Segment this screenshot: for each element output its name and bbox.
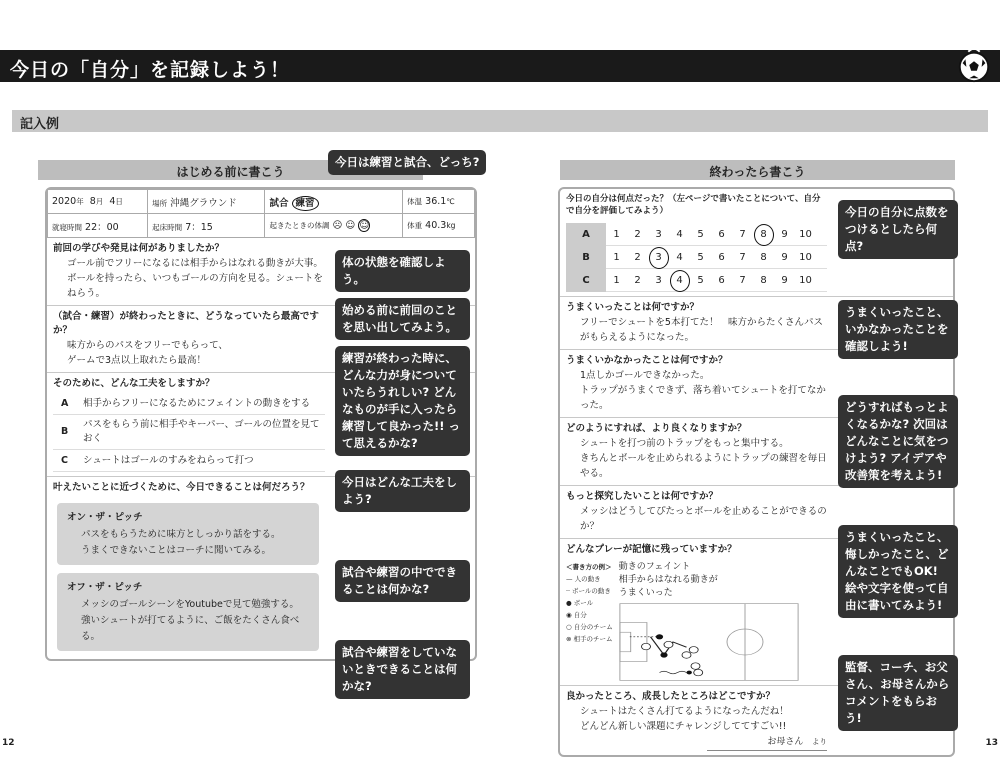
condition-faces-icon[interactable]: ☹ ☺ ☺ — [332, 220, 370, 231]
answer-line: パスをもらうために味方としっかり話をする。 — [81, 529, 281, 540]
sleep-time[interactable]: 22：00 — [85, 221, 119, 233]
score-row — [566, 269, 827, 292]
answer-line: きちんとボールを止められるようにトラップの練習を毎日やる。 — [580, 453, 827, 479]
score-option[interactable]: 2 — [634, 274, 641, 286]
pitch-diagram[interactable] — [619, 603, 799, 681]
callout: 始める前に前回のことを思い出してみよう。 — [335, 298, 470, 340]
author-suffix: より — [812, 737, 827, 746]
legend-item: — 人の動き — [566, 575, 601, 583]
answer-line: シュートはたくさん打てるようになったんだね！ — [580, 706, 789, 717]
legend-item: ◉ 自分 — [566, 611, 587, 619]
legend-title: ＜書き方の例＞ — [566, 563, 612, 571]
legend-item: ⊗ 相手のチーム — [566, 635, 613, 643]
score-option[interactable]: 7 — [739, 228, 746, 240]
soccer-ball-icon — [955, 46, 993, 84]
box-title: オフ・ザ・ピッチ — [67, 582, 143, 593]
callout: 体の状態を確認しよう。 — [335, 250, 470, 292]
play-note: 動きのフェイント 相手からはなれる動きが うまくいった — [618, 562, 718, 598]
score-option[interactable]: 2 — [634, 251, 641, 263]
answer-line: ゲームで3点以上取れたら最高！ — [67, 355, 207, 366]
answer-line: どんどん新しい課題にチャレンジしててすごい!! — [580, 721, 787, 732]
question: 良かったところ、成長したところはどこですか？ — [566, 691, 776, 702]
score-table — [566, 223, 827, 292]
legend-item: ○ 自分のチーム — [566, 623, 613, 631]
idea-text: パスをもらう前に相手やキーパー、ゴールの位置を見ておく — [83, 419, 320, 444]
score-option[interactable]: 5 — [697, 251, 704, 263]
question: 叶えたいことに近づくために、今日できることは何だろう？ — [53, 482, 310, 493]
question: 前回の学びや発見は何がありましたか？ — [53, 243, 225, 254]
score-option[interactable]: 7 — [739, 274, 746, 286]
idea-key: C — [61, 454, 68, 466]
weight[interactable]: 40.3 — [425, 220, 447, 231]
score-row-label: B — [566, 246, 606, 269]
wake-time[interactable]: 7：15 — [185, 221, 213, 233]
question: うまくいったことは何ですか？ — [566, 302, 700, 313]
score-option[interactable]: 9 — [781, 274, 788, 286]
score-option[interactable]: 7 — [739, 251, 746, 263]
page-number-right: 13 — [985, 738, 998, 748]
score-option[interactable]: 4 — [676, 228, 683, 240]
question: どのようにすれば、より良くなりますか？ — [566, 423, 747, 434]
page-title: 今日の「自分」を記録しよう！ — [0, 50, 1000, 82]
sleep-label: 就寝時間 — [52, 222, 82, 232]
question: どんなプレーが記憶に残っていますか？ — [566, 544, 737, 555]
practice-option[interactable]: 練習 — [292, 196, 319, 211]
score-row — [566, 223, 827, 246]
score-option[interactable]: 3 — [655, 274, 662, 286]
callout: 監督、コーチ、お父さん、お母さんからコメントをもらおう! — [838, 655, 958, 731]
answer-line: ゴール前でフリーになるには相手からはなれる動きが大事。 — [67, 258, 323, 269]
author-name: お母さん — [767, 737, 804, 747]
score-option[interactable]: 6 — [718, 251, 725, 263]
answer-line: メッシのゴールシーンをYoutubeで見て勉強する。 — [81, 599, 299, 610]
score-option[interactable]: 8 — [760, 274, 767, 286]
score-option[interactable]: 1 — [613, 274, 620, 286]
answer-line: トラップがうまくできず、落ち着いてシュートを打てなかった。 — [580, 385, 826, 411]
day[interactable]: 4 — [109, 196, 116, 207]
score-option[interactable]: 6 — [718, 228, 725, 240]
callout: うまくいったこと、いかなかったことを確認しよう! — [838, 300, 958, 359]
idea-key: B — [61, 426, 69, 437]
question: うまくいかなかったことは何ですか？ — [566, 355, 728, 366]
year[interactable]: 2020 — [52, 196, 77, 207]
idea-key: A — [61, 397, 69, 409]
idea-row-c — [53, 450, 325, 472]
off-the-pitch-box — [57, 573, 319, 651]
example-label: 記入例 — [12, 110, 988, 132]
answer-line: 1点しかゴールできなかった。 — [580, 370, 710, 381]
idea-text: シュートはゴールのすみをねらって打つ — [83, 454, 254, 466]
score-option[interactable]: 6 — [718, 274, 725, 286]
month[interactable]: 8 — [89, 196, 96, 207]
score-option[interactable]: 9 — [781, 228, 788, 240]
answer-line: 味方からのパスをフリーでもらって、 — [67, 340, 228, 351]
score-option[interactable]: 5 — [697, 274, 704, 286]
legend-item: ● ボール — [566, 599, 594, 607]
temperature[interactable]: 36.1 — [425, 196, 447, 207]
temperature-label: 体温 — [407, 197, 423, 206]
idea-row-b — [53, 415, 325, 450]
answer-line: フリーでシュートを5本打てた！ 味方からたくさんパスがもらえるようになった。 — [580, 317, 823, 343]
condition-label: 起きたときの体調 — [269, 221, 330, 230]
score-row-label: A — [566, 223, 606, 246]
score-option[interactable]: 8 — [760, 251, 767, 263]
comment-author[interactable] — [707, 734, 827, 751]
temperature-unit: ℃ — [446, 197, 455, 206]
score-selected[interactable]: 4 — [669, 275, 690, 286]
answer-line: 強いシュートが打てるように、ご飯をたくさん食べる。 — [81, 615, 300, 642]
score-selected[interactable]: 3 — [648, 252, 669, 263]
year-unit: 年 — [76, 197, 84, 206]
score-option[interactable]: 1 — [613, 228, 620, 240]
question: そのために、どんな工夫をしますか？ — [53, 378, 215, 389]
callout: 練習が終わった時に、どんな力が身についていたらうれしい? どんなものが手に入ったら練習して良かった!! って思えるかな? — [335, 346, 470, 456]
month-unit: 月 — [95, 197, 104, 206]
idea-row-a — [53, 393, 325, 415]
callout: うまくいったこと、悔しかったこと、どんなことでもOK! 絵や文字を使って自由に書いてみよう! — [838, 525, 958, 618]
info-table — [47, 189, 475, 238]
legend-item: ┈ ボールの動き — [566, 587, 611, 595]
score-option[interactable]: 1 — [613, 251, 620, 263]
page-number-left: 12 — [2, 738, 15, 748]
question: もっと探究したいことは何ですか？ — [566, 491, 719, 502]
score-option[interactable]: 5 — [697, 228, 704, 240]
score-row — [566, 246, 827, 269]
score-option[interactable]: 9 — [781, 251, 788, 263]
callout: 今日の自分に点数をつけるとしたら何点? — [838, 200, 958, 259]
idea-text: 相手からフリーになるためにフェイントの動きをする — [83, 397, 311, 409]
callout: 今日は練習と試合、どっち? — [328, 150, 486, 175]
score-option[interactable]: 2 — [634, 228, 641, 240]
callout: 試合や練習をしていないときできることは何かな? — [335, 640, 470, 699]
score-option[interactable]: 10 — [799, 228, 812, 240]
place-label: 場所 — [152, 198, 168, 208]
weight-label: 体重 — [407, 221, 423, 230]
score-option[interactable]: 3 — [655, 228, 662, 240]
answer-line: ボールを持ったら、いつもゴールの方向を見る。シュートをねらう。 — [67, 273, 323, 299]
score-selected[interactable]: 8 — [753, 229, 774, 240]
legend — [566, 561, 613, 681]
score-option[interactable]: 10 — [799, 251, 812, 263]
answer-line: シュートを打つ前のトラップをもっと集中する。 — [580, 438, 789, 449]
weight-unit: kg — [446, 221, 456, 230]
place[interactable]: 沖縄グラウンド — [170, 197, 237, 209]
match-option[interactable]: 試合 — [269, 197, 289, 209]
score-row-label: C — [566, 269, 606, 292]
before-heading: はじめる前に書こう — [38, 160, 423, 180]
answer-line: うまくできないことはコーチに聞いてみる。 — [81, 545, 272, 556]
score-option[interactable]: 10 — [799, 274, 812, 286]
on-the-pitch-box — [57, 503, 319, 565]
callout: 試合や練習の中でできることは何かな? — [335, 560, 470, 602]
callout: 今日はどんな工夫をしよう? — [335, 470, 470, 512]
callout: どうすればもっとよくなるかな? 次回はどんなことに気をつけよう? アイデアや改善策を考えよう! — [838, 395, 958, 488]
score-option[interactable]: 4 — [676, 251, 683, 263]
answer-line: メッシはどうしてぴたっとボールを止めることができるのか？ — [580, 506, 827, 532]
day-unit: 日 — [115, 197, 123, 206]
wake-label: 起床時間 — [152, 222, 183, 232]
question: 今日の自分は何点だった？（左ページで書いたことについて、自分で自分を評価してみよう） — [566, 194, 821, 216]
question: （試合・練習）が終わったときに、どうなっていたら最高ですか？ — [53, 311, 319, 336]
box-title: オン・ザ・ピッチ — [67, 512, 143, 523]
after-heading: 終わったら書こう — [560, 160, 955, 180]
